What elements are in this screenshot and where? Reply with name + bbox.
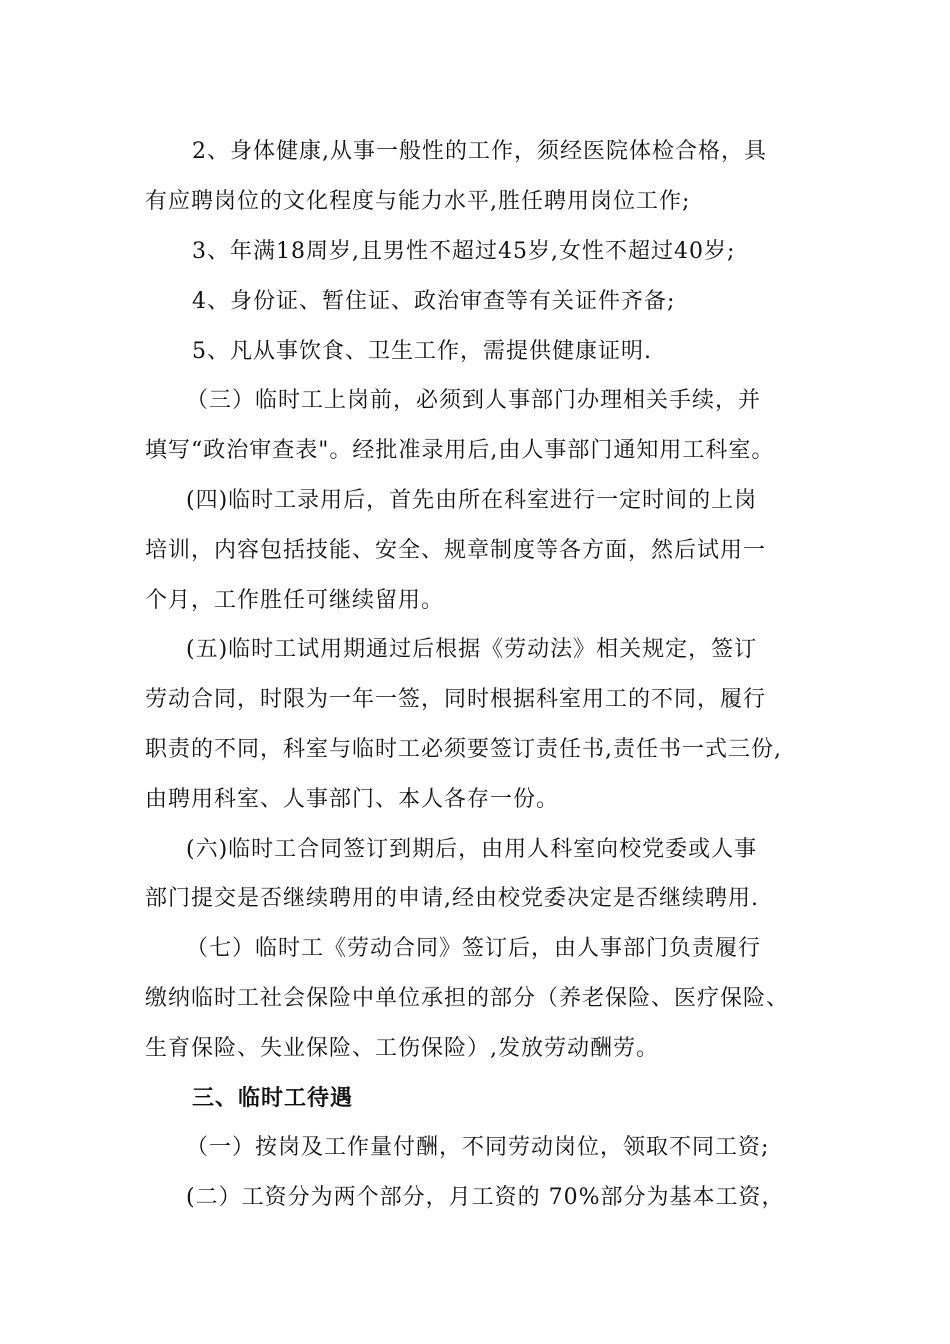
text-line: 2、身体健康,从事一般性的工作，须经医院体检合格，具 — [192, 139, 767, 164]
text-line: 有应聘岗位的文化程度与能力水平,胜任聘用岗位工作; — [145, 189, 691, 214]
text-line: 缴纳临时工社会保险中单位承担的部分（养老保险、医疗保险、 — [145, 986, 790, 1011]
text-line: 由聘用科室、人事部门、本人各存一份。 — [145, 787, 560, 812]
text-line: （一）按岗及工作量付酬，不同劳动岗位，领取不同工资; — [186, 1135, 770, 1160]
text-line: 3、年满18周岁,且男性不超过45岁,女性不超过40岁; — [192, 239, 736, 264]
text-line: 职责的不同，科室与临时工必须要签订责任书,责任书一式三份, — [145, 737, 782, 762]
text-line: 劳动合同，时限为一年一签，同时根据科室用工的不同，履行 — [145, 687, 767, 712]
text-line: 4、身份证、暂住证、政治审查等有关证件齐备; — [192, 289, 676, 314]
text-line: 培训，内容包括技能、安全、规章制度等各方面，然后试用一 — [145, 538, 767, 563]
text-line: (六)临时工合同签订到期后，由用人科室向校党委或人事 — [186, 837, 758, 862]
section-heading: 三、临时工待遇 — [192, 1085, 354, 1111]
text-line: （七）临时工《劳动合同》签订后，由人事部门负责履行 — [186, 936, 762, 961]
text-line: 5、凡从事饮食、卫生工作，需提供健康证明. — [192, 339, 652, 364]
text-line: 生育保险、失业保险、工伤保险）,发放劳动酬劳。 — [145, 1036, 659, 1061]
text-line: 个月，工作胜任可继续留用。 — [145, 588, 445, 613]
text-line: 填写“政治审查表"。经批准录用后,由人事部门通知用工科室。 — [145, 438, 775, 463]
text-line: （三）临时工上岗前，必须到人事部门办理相关手续，并 — [186, 388, 762, 413]
text-line: (四)临时工录用后，首先由所在科室进行一定时间的上岗 — [186, 488, 758, 513]
text-line: (二）工资分为两个部分，月工资的 70%部分为基本工资， — [186, 1185, 785, 1210]
text-line: 部门提交是否继续聘用的申请,经由校党委决定是否继续聘用. — [145, 886, 759, 911]
text-line: (五)临时工试用期通过后根据《劳动法》相关规定，签订 — [186, 637, 758, 662]
